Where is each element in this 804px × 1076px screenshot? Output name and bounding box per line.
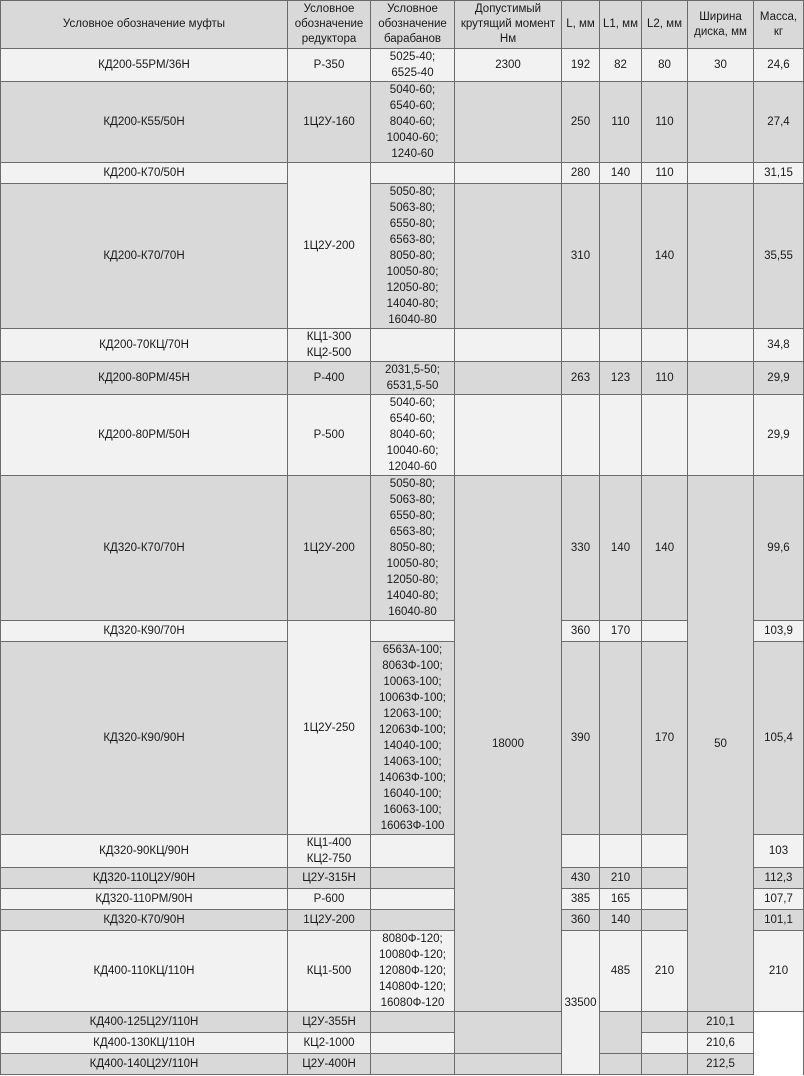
- length-2-cell: [642, 1012, 688, 1033]
- table-row: [1, 889, 804, 910]
- reducer-designation-cell: Р-400: [288, 362, 371, 395]
- length-2-cell: [642, 1054, 688, 1075]
- reducer-designation-cell: Ц2У-400Н: [288, 1054, 371, 1075]
- table-row: [1, 1012, 804, 1033]
- mass-cell: 35,55: [754, 184, 804, 329]
- length-2-cell: [642, 395, 688, 476]
- coupling-designation-cell: КД400-125Ц2У/110Н: [1, 1012, 288, 1033]
- table-row: [1, 835, 804, 868]
- length-cell: [562, 395, 600, 476]
- reducer-designation-cell: Р-500: [288, 395, 371, 476]
- header-coupling: Условное обозначение муфты: [1, 1, 288, 49]
- drum-designations-cell: 5050-80; 5063-80; 6550-80; 6563-80; 8050-80; 10050-80; 12050-80; 14040-80; 16040-80: [371, 184, 455, 329]
- table-row: [1, 868, 804, 889]
- mass-cell: 103,9: [754, 621, 804, 642]
- mass-cell: 112,3: [754, 868, 804, 889]
- coupling-designation-cell: КД320-110Ц2У/90Н: [1, 868, 288, 889]
- mass-cell: 105,4: [754, 642, 804, 835]
- reducer-designation-cell: 1Ц2У-160: [288, 82, 371, 163]
- drum-designations-cell: [371, 1012, 455, 1033]
- header-mass: Масса, кг: [754, 1, 804, 49]
- length-1-cell: 123: [600, 362, 642, 395]
- header-disk-width: Ширина диска, мм: [688, 1, 754, 49]
- length-2-cell: 80: [642, 49, 688, 82]
- torque-cell: [455, 163, 562, 184]
- drum-designations-cell: [371, 910, 455, 931]
- length-cell: 192: [562, 49, 600, 82]
- reducer-designation-cell: Р-350: [288, 49, 371, 82]
- reducer-designation-cell: КЦ1-400 КЦ2-750: [288, 835, 371, 868]
- drum-designations-cell: 5050-80; 5063-80; 6550-80; 6563-80; 8050-80; 10050-80; 12050-80; 14040-80; 16040-80: [371, 476, 455, 621]
- drum-designations-cell: [371, 1033, 455, 1054]
- table-row: [1, 49, 804, 82]
- header-reducer: Условное обозначение редуктора: [288, 1, 371, 49]
- length-cell: 485: [600, 931, 642, 1012]
- length-1-cell: 140: [600, 163, 642, 184]
- reducer-designation-cell: Р-600: [288, 889, 371, 910]
- length-1-cell: [600, 329, 642, 362]
- length-1-cell: 110: [600, 82, 642, 163]
- header-row: [1, 1, 804, 49]
- drum-designations-cell: [371, 621, 455, 642]
- torque-cell: 2300: [455, 49, 562, 82]
- length-2-cell: 140: [642, 184, 688, 329]
- disk-width-cell: [688, 163, 754, 184]
- length-cell: 360: [562, 910, 600, 931]
- coupling-designation-cell: КД200-К70/50Н: [1, 163, 288, 184]
- length-1-cell: 170: [600, 621, 642, 642]
- length-cell: 390: [562, 642, 600, 835]
- length-cell: 263: [562, 362, 600, 395]
- table-row: [1, 931, 804, 1012]
- coupling-designation-cell: КД200-80РМ/45Н: [1, 362, 288, 395]
- table-row: [1, 329, 804, 362]
- table-row: [1, 1054, 804, 1075]
- coupling-designation-cell: КД200-К55/50Н: [1, 82, 288, 163]
- torque-cell: [455, 329, 562, 362]
- table-header: [1, 1, 804, 49]
- mass-cell: 212,5: [688, 1054, 754, 1075]
- mass-cell: 27,4: [754, 82, 804, 163]
- table-row: [1, 362, 804, 395]
- reducer-designation-cell: 1Ц2У-200: [288, 163, 371, 329]
- reducer-designation-cell: 1Ц2У-200: [288, 476, 371, 621]
- drum-designations-cell: [371, 889, 455, 910]
- torque-cell: 33500: [562, 931, 600, 1075]
- length-2-cell: 210: [754, 931, 804, 1012]
- length-2-cell: [642, 1033, 688, 1054]
- table-row: [1, 1033, 804, 1054]
- reducer-designation-cell: Ц2У-315Н: [288, 868, 371, 889]
- length-2-cell: [642, 910, 688, 931]
- drum-designations-cell: 5040-60; 6540-60; 8040-60; 10040-60; 12040-60: [371, 395, 455, 476]
- table-row: [1, 910, 804, 931]
- drum-designations-cell: [371, 329, 455, 362]
- disk-width-cell: [688, 362, 754, 395]
- coupling-designation-cell: КД320-110РМ/90Н: [1, 889, 288, 910]
- table-row: [1, 184, 804, 329]
- length-2-cell: [642, 868, 688, 889]
- length-2-cell: 110: [642, 163, 688, 184]
- table-row: [1, 395, 804, 476]
- length-cell: [455, 1054, 562, 1075]
- header-drums: Условное обозначение барабанов: [371, 1, 455, 49]
- reducer-designation-cell: 1Ц2У-250: [288, 621, 371, 835]
- coupling-designation-cell: КД320-К90/90Н: [1, 642, 288, 835]
- torque-cell: [455, 395, 562, 476]
- mass-cell: 210,1: [688, 1012, 754, 1033]
- length-2-cell: 170: [642, 642, 688, 835]
- length-1-cell: 210: [642, 931, 688, 1012]
- length-2-cell: [642, 329, 688, 362]
- length-2-cell: [642, 835, 688, 868]
- disk-width-cell: [688, 184, 754, 329]
- disk-width-cell: 50: [688, 476, 754, 1012]
- table-row: [1, 476, 804, 621]
- table-row: [1, 621, 804, 642]
- length-1-cell: 140: [600, 476, 642, 621]
- reducer-designation-cell: 1Ц2У-200: [288, 910, 371, 931]
- table-body: [1, 49, 804, 1075]
- mass-cell: 29,9: [754, 362, 804, 395]
- length-1-cell: 82: [600, 49, 642, 82]
- table-row: [1, 642, 804, 835]
- reducer-designation-cell: КЦ1-300 КЦ2-500: [288, 329, 371, 362]
- table-row: [1, 82, 804, 163]
- header-length-1: L1, мм: [600, 1, 642, 49]
- reducer-designation-cell: Ц2У-355Н: [288, 1012, 371, 1033]
- length-cell: 250: [562, 82, 600, 163]
- length-1-cell: 210: [600, 868, 642, 889]
- length-1-cell: [600, 184, 642, 329]
- coupling-designation-cell: КД400-110КЦ/110Н: [1, 931, 288, 1012]
- torque-cell: [455, 82, 562, 163]
- length-2-cell: [642, 889, 688, 910]
- coupling-designation-cell: КД200-55РМ/36Н: [1, 49, 288, 82]
- drum-designations-cell: [371, 1054, 455, 1075]
- coupling-designation-cell: КД200-70КЦ/70Н: [1, 329, 288, 362]
- mass-cell: 24,6: [754, 49, 804, 82]
- drum-designations-cell: [371, 835, 455, 868]
- coupling-designation-cell: КД320-К70/70Н: [1, 476, 288, 621]
- torque-cell: [455, 362, 562, 395]
- coupling-designation-cell: КД200-80РМ/50Н: [1, 395, 288, 476]
- mass-cell: 34,8: [754, 329, 804, 362]
- length-cell: 430: [562, 868, 600, 889]
- length-1-cell: [600, 835, 642, 868]
- drum-designations-cell: 2031,5-50; 6531,5-50: [371, 362, 455, 395]
- drum-designations-cell: 5025-40; 6525-40: [371, 49, 455, 82]
- length-1-cell: 165: [600, 889, 642, 910]
- length-2-cell: [642, 621, 688, 642]
- mass-cell: 99,6: [754, 476, 804, 621]
- length-1-cell: 140: [600, 910, 642, 931]
- length-cell: [455, 1012, 562, 1054]
- length-1-cell: [600, 642, 642, 835]
- table-row: [1, 163, 804, 184]
- header-torque: Допустимый крутящий момент Нм: [455, 1, 562, 49]
- length-2-cell: 110: [642, 82, 688, 163]
- length-cell: 310: [562, 184, 600, 329]
- reducer-designation-cell: КЦ2-1000: [288, 1033, 371, 1054]
- disk-width-cell: [688, 82, 754, 163]
- mass-cell: 210,6: [688, 1033, 754, 1054]
- reducer-designation-cell: КЦ1-500: [288, 931, 371, 1012]
- torque-cell: [455, 184, 562, 329]
- length-1-cell: [600, 395, 642, 476]
- drum-designations-cell: 8080Ф-120; 10080Ф-120; 12080Ф-120; 14080Ф-120; 16080Ф-120: [371, 931, 455, 1012]
- drum-designations-cell: [371, 163, 455, 184]
- drum-designations-cell: [371, 868, 455, 889]
- mass-cell: 101,1: [754, 910, 804, 931]
- mass-cell: 107,7: [754, 889, 804, 910]
- mass-cell: 103: [754, 835, 804, 868]
- disk-width-cell: [688, 329, 754, 362]
- header-length: L, мм: [562, 1, 600, 49]
- length-2-cell: 110: [642, 362, 688, 395]
- length-cell: [562, 835, 600, 868]
- coupling-designation-cell: КД320-К70/90Н: [1, 910, 288, 931]
- coupling-designation-cell: КД320-90КЦ/90Н: [1, 835, 288, 868]
- mass-cell: 29,9: [754, 395, 804, 476]
- mass-cell: 31,15: [754, 163, 804, 184]
- length-cell: [562, 329, 600, 362]
- disk-width-cell: 30: [688, 49, 754, 82]
- torque-cell: 18000: [455, 476, 562, 1012]
- length-cell: 280: [562, 163, 600, 184]
- coupling-designation-cell: КД400-140Ц2У/110Н: [1, 1054, 288, 1075]
- length-cell: 385: [562, 889, 600, 910]
- header-length-2: L2, мм: [642, 1, 688, 49]
- coupling-designation-cell: КД200-К70/70Н: [1, 184, 288, 329]
- drum-designations-cell: 5040-60; 6540-60; 8040-60; 10040-60; 1240-60: [371, 82, 455, 163]
- coupling-designation-cell: КД400-130КЦ/110Н: [1, 1033, 288, 1054]
- disk-width-cell: [688, 395, 754, 476]
- length-2-cell: 140: [642, 476, 688, 621]
- length-cell: 360: [562, 621, 600, 642]
- drum-designations-cell: 6563А-100; 8063Ф-100; 10063-100; 10063Ф-100; 12063-100; 12063Ф-100; 14040-100; 14063-100; 14063Ф-100; 16040-100; 16063-100; 16063Ф-100: [371, 642, 455, 835]
- length-1-cell: [600, 1012, 642, 1054]
- length-1-cell: [600, 1054, 642, 1075]
- coupling-designation-cell: КД320-К90/70Н: [1, 621, 288, 642]
- length-cell: 330: [562, 476, 600, 621]
